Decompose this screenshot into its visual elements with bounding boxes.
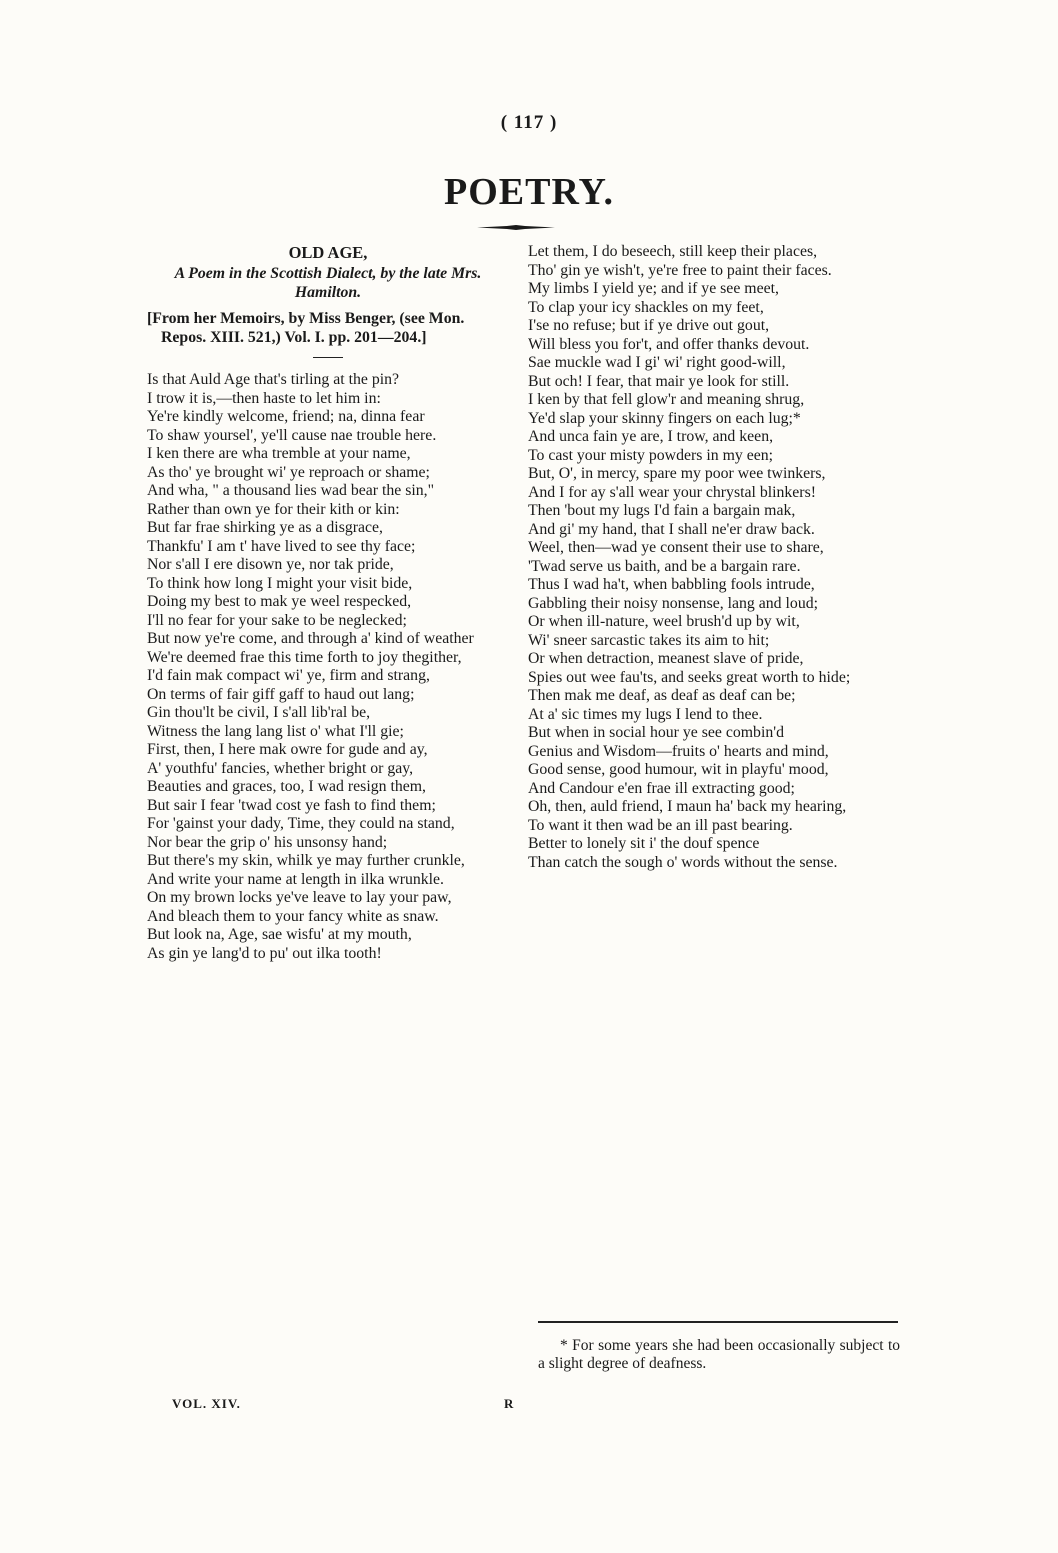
verse-line: Than catch the sough o' words without the sense. bbox=[528, 853, 838, 871]
verse-line: For 'gainst your dady, Time, they could na stand, bbox=[147, 815, 455, 832]
verse-line: And unca fain ye are, I trow, and keen, bbox=[528, 428, 774, 445]
verse-line: To cast your misty powders in my een; bbox=[528, 446, 774, 464]
verse-line: First, then, I here mak owre for gude and ay, bbox=[147, 741, 428, 758]
left-verse-block bbox=[147, 371, 509, 963]
verse-line: Thankfu' I am t' have lived to see thy face; bbox=[147, 537, 416, 555]
verse-line: Ye're kindly welcome, friend; na, dinna fear bbox=[147, 408, 425, 425]
verse-line: But far frae shirking ye as a disgrace, bbox=[147, 519, 383, 536]
verse-line: To want it then wad be an ill past bearing. bbox=[528, 816, 793, 834]
verse-line: Wi' sneer sarcastic takes its aim to hit; bbox=[528, 631, 770, 649]
section-title: POETRY. bbox=[443, 171, 615, 213]
verse-line: As gin ye lang'd to pu' out ilka tooth! bbox=[147, 944, 382, 962]
right-verse-block bbox=[528, 243, 890, 872]
verse-line: I ken there are wha tremble at your name, bbox=[147, 445, 411, 462]
verse-line: Is that Auld Age that's tirling at the pin? bbox=[147, 371, 400, 388]
verse-line: At a' sic times my lugs I lend to thee. bbox=[528, 705, 763, 723]
verse-line: We're deemed frae this time forth to joy thegither, bbox=[147, 648, 462, 666]
verse-line: Nor bear the grip o' his unsonsy hand; bbox=[147, 833, 388, 851]
source-note: [From her Memoirs, by Miss Benger, (see Mon. Repos. XIII. 521,) Vol. I. pp. 201—204.] bbox=[147, 310, 465, 346]
signature-mark: R bbox=[504, 1396, 514, 1411]
verse-line: Let them, I do beseech, still keep their places, bbox=[528, 243, 818, 260]
verse-line: As tho' ye brought wi' ye reproach or shame; bbox=[147, 463, 430, 481]
verse-line: Nor s'all I ere disown ye, nor tak pride, bbox=[147, 556, 394, 573]
verse-line: On my brown locks ye've leave to lay your paw, bbox=[147, 889, 452, 906]
verse-line: Better to lonely sit i' the douf spence bbox=[528, 835, 760, 852]
poem-title: OLD AGE, bbox=[288, 243, 368, 262]
verse-line: I trow it is,—then haste to let him in: bbox=[147, 389, 381, 407]
verse-line: And Candour e'en frae ill extracting good; bbox=[528, 779, 795, 797]
verse-line: Tho' gin ye wish't, ye're free to paint their faces. bbox=[528, 261, 832, 279]
verse-line: Good sense, good humour, wit in playfu' mood, bbox=[528, 761, 829, 778]
footnote: * For some years she had been occasionally subject to a slight degree of deafness. bbox=[538, 1337, 900, 1372]
left-column bbox=[147, 243, 509, 963]
verse-line: 'Twad serve us baith, and be a bargain rare. bbox=[528, 557, 801, 575]
page-number: ( 117 ) bbox=[500, 112, 558, 133]
verse-line: But when in social hour ye see combin'd bbox=[528, 724, 784, 741]
verse-line: Rather than own ye for their kith or kin: bbox=[147, 500, 400, 518]
verse-line: Then mak me deaf, as deaf as deaf can be; bbox=[528, 687, 796, 704]
verse-line: Witness the lang lang list o' what I'll gie; bbox=[147, 722, 404, 740]
volume-label: VOL. XIV. bbox=[172, 1396, 241, 1411]
verse-line: My limbs I yield ye; and if ye see meet, bbox=[528, 280, 779, 297]
verse-line: Or when detraction, meanest slave of pride, bbox=[528, 650, 804, 667]
verse-line: Then 'bout my lugs I'd fain a bargain mak, bbox=[528, 502, 796, 519]
verse-line: Ye'd slap your skinny fingers on each lug;* bbox=[528, 409, 801, 427]
verse-line: Doing my best to mak ye weel respecked, bbox=[147, 593, 412, 610]
verse-line: But, O', in mercy, spare my poor wee twinkers, bbox=[528, 465, 826, 482]
verse-line: Thus I wad ha't, when babbling fools intrude, bbox=[528, 576, 815, 593]
verse-line: I'se no refuse; but if ye drive out gout, bbox=[528, 317, 770, 334]
verse-line: Or when ill-nature, weel brush'd up by wit, bbox=[528, 613, 800, 630]
verse-line: But sair I fear 'twad cost ye fash to find them; bbox=[147, 796, 436, 814]
verse-line: And I for ay s'all wear your chrystal blinkers! bbox=[528, 483, 816, 501]
verse-line: But och! I fear, that mair ye look for still. bbox=[528, 372, 790, 390]
verse-line: I ken by that fell glow'r and meaning shrug, bbox=[528, 391, 805, 408]
verse-line: To clap your icy shackles on my feet, bbox=[528, 298, 764, 316]
verse-line: To shaw yoursel', ye'll cause nae trouble here. bbox=[147, 426, 437, 444]
verse-line: And write your name at length in ilka wrunkle. bbox=[147, 870, 444, 888]
verse-line: Beauties and graces, too, I wad resign them, bbox=[147, 778, 426, 795]
verse-line: On terms of fair giff gaff to haud out lang; bbox=[147, 685, 415, 703]
footnote-rule bbox=[538, 1321, 898, 1323]
verse-line: Spies out wee fau'ts, and seeks great worth to hide; bbox=[528, 668, 851, 686]
verse-line: I'll no fear for your sake to be neglecked; bbox=[147, 611, 407, 629]
verse-line: Gin thou'lt be civil, I s'all lib'ral be, bbox=[147, 704, 371, 721]
verse-line: To think how long I might your visit bide, bbox=[147, 574, 413, 592]
verse-line: Oh, then, auld friend, I maun ha' back my hearing, bbox=[528, 798, 847, 815]
short-divider bbox=[313, 357, 343, 358]
poem-subtitle: A Poem in the Scottish Dialect, by the late Mrs. Hamilton. bbox=[174, 265, 482, 301]
title-ornament-rule bbox=[477, 225, 555, 230]
verse-line: Sae muckle wad I gi' wi' right good-will, bbox=[528, 354, 786, 371]
verse-line: And bleach them to your fancy white as snaw. bbox=[147, 907, 439, 925]
verse-line: But there's my skin, whilk ye may further crunkle, bbox=[147, 852, 465, 869]
verse-line: A' youthfu' fancies, whether bright or gay, bbox=[147, 759, 414, 777]
verse-line: And wha, " a thousand lies wad bear the sin," bbox=[147, 482, 435, 499]
right-column bbox=[528, 243, 890, 872]
verse-line: Weel, then—wad ye consent their use to share, bbox=[528, 539, 824, 556]
verse-line: But look na, Age, sae wisfu' at my mouth, bbox=[147, 926, 412, 943]
verse-line: And gi' my hand, that I shall ne'er draw back. bbox=[528, 520, 815, 538]
verse-line: Will bless you for't, and offer thanks devout. bbox=[528, 335, 810, 353]
verse-line: But now ye're come, and through a' kind of weather bbox=[147, 630, 474, 647]
verse-line: Gabbling their noisy nonsense, lang and loud; bbox=[528, 594, 819, 612]
verse-line: I'd fain mak compact wi' ye, firm and strang, bbox=[147, 667, 430, 684]
verse-line: Genius and Wisdom—fruits o' hearts and mind, bbox=[528, 742, 829, 760]
